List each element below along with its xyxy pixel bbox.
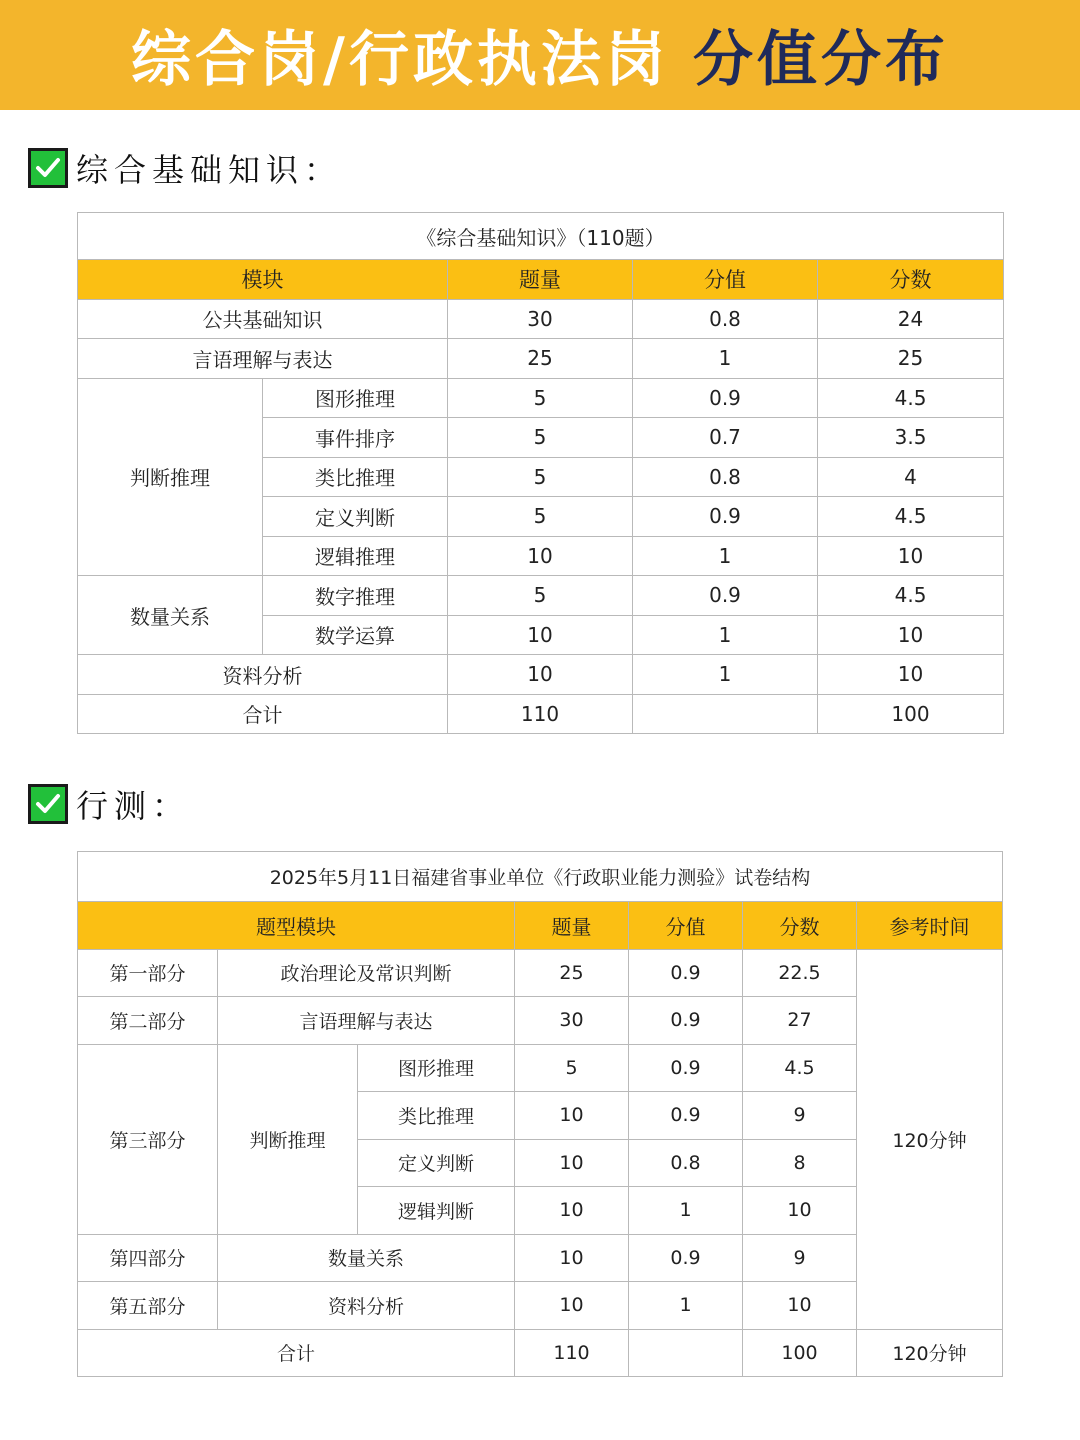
- section-header-admin-aptitude: [28, 782, 190, 826]
- cell-value: 1: [633, 655, 818, 695]
- cell-score: 8: [743, 1139, 857, 1187]
- cell-total-score: 100: [818, 694, 1004, 734]
- cell-score: 25: [818, 339, 1004, 379]
- cell-score: 27: [743, 997, 857, 1045]
- cell-module: 资料分析: [78, 655, 448, 695]
- cell-total-count: 110: [448, 694, 633, 734]
- cell-module: 数量关系: [218, 1234, 515, 1282]
- cell-module: 言语理解与表达: [218, 997, 515, 1045]
- cell-value: 0.8: [633, 299, 818, 339]
- cell-total-count: 110: [515, 1329, 629, 1377]
- table-row: [78, 339, 1004, 379]
- cell-score: 4.5: [743, 1044, 857, 1092]
- table-total-row: [78, 694, 1004, 734]
- header-time: 参考时间: [857, 902, 1003, 950]
- header-value: 分值: [633, 260, 818, 300]
- cell-submodule: 定义判断: [358, 1139, 515, 1187]
- cell-total-score: 100: [743, 1329, 857, 1377]
- cell-submodule: 类比推理: [358, 1092, 515, 1140]
- cell-count: 25: [448, 339, 633, 379]
- cell-score: 10: [743, 1282, 857, 1330]
- cell-count: 10: [515, 1187, 629, 1235]
- table-total-row: [78, 1329, 1003, 1377]
- cell-value: 0.9: [629, 949, 743, 997]
- table-header-row: [78, 260, 1004, 300]
- cell-total-time: 120分钟: [857, 1329, 1003, 1377]
- basic-knowledge-table: [77, 212, 1004, 734]
- cell-submodule: 逻辑推理: [263, 536, 448, 576]
- table-row: [78, 378, 1004, 418]
- cell-part: 第二部分: [78, 997, 218, 1045]
- cell-value: 1: [629, 1282, 743, 1330]
- title-banner: [0, 0, 1080, 110]
- cell-count: 25: [515, 949, 629, 997]
- cell-module: 资料分析: [218, 1282, 515, 1330]
- cell-submodule: 逻辑判断: [358, 1187, 515, 1235]
- cell-score: 10: [818, 536, 1004, 576]
- cell-count: 10: [515, 1282, 629, 1330]
- cell-count: 10: [515, 1092, 629, 1140]
- cell-submodule: 图形推理: [358, 1044, 515, 1092]
- table-row: [78, 576, 1004, 616]
- header-module: 模块: [78, 260, 448, 300]
- table-caption: 《综合基础知识》（110题）: [78, 213, 1004, 260]
- table-row: [78, 655, 1004, 695]
- cell-count: 10: [448, 615, 633, 655]
- cell-score: 4: [818, 457, 1004, 497]
- cell-value: 1: [633, 536, 818, 576]
- check-icon: [28, 784, 68, 824]
- cell-value: 0.7: [633, 418, 818, 458]
- cell-count: 5: [448, 457, 633, 497]
- cell-submodule: 图形推理: [263, 378, 448, 418]
- cell-value: 0.9: [629, 1044, 743, 1092]
- cell-group-judgment: 判断推理: [78, 378, 263, 576]
- cell-score: 10: [818, 615, 1004, 655]
- table-caption-row: [78, 213, 1004, 260]
- header-score: 分数: [818, 260, 1004, 300]
- cell-submodule: 类比推理: [263, 457, 448, 497]
- section-label: 综合基础知识：: [76, 151, 343, 189]
- cell-score: 9: [743, 1092, 857, 1140]
- cell-score: 22.5: [743, 949, 857, 997]
- cell-submodule: 定义判断: [263, 497, 448, 537]
- cell-module: 言语理解与表达: [78, 339, 448, 379]
- cell-value: 0.9: [633, 576, 818, 616]
- cell-count: 5: [448, 576, 633, 616]
- cell-count: 10: [448, 536, 633, 576]
- section-header-basic-knowledge: [28, 146, 342, 190]
- cell-time-all: 120分钟: [857, 949, 1003, 1329]
- cell-submodule: 数字推理: [263, 576, 448, 616]
- cell-total-value: [633, 694, 818, 734]
- cell-value: 0.8: [633, 457, 818, 497]
- header-value: 分值: [629, 902, 743, 950]
- cell-score: 4.5: [818, 497, 1004, 537]
- cell-value: 0.9: [633, 378, 818, 418]
- cell-value: 0.9: [629, 1092, 743, 1140]
- table-caption: 2025年5月11日福建省事业单位《行政职业能力测验》试卷结构: [78, 852, 1003, 902]
- cell-total-value: [629, 1329, 743, 1377]
- cell-value: 0.9: [629, 1234, 743, 1282]
- cell-count: 10: [515, 1234, 629, 1282]
- cell-count: 10: [515, 1139, 629, 1187]
- header-count: 题量: [448, 260, 633, 300]
- cell-part: 第一部分: [78, 949, 218, 997]
- header-count: 题量: [515, 902, 629, 950]
- table-row: [78, 299, 1004, 339]
- cell-count: 30: [448, 299, 633, 339]
- cell-total-label: 合计: [78, 1329, 515, 1377]
- cell-submodule: 数学运算: [263, 615, 448, 655]
- cell-count: 5: [448, 418, 633, 458]
- cell-total-label: 合计: [78, 694, 448, 734]
- page-title-accent: 分值分布: [692, 25, 949, 95]
- table-caption-row: [78, 852, 1003, 902]
- cell-value: 0.8: [629, 1139, 743, 1187]
- cell-module: 判断推理: [218, 1044, 358, 1234]
- cell-module: 公共基础知识: [78, 299, 448, 339]
- cell-group-quant: 数量关系: [78, 576, 263, 655]
- cell-score: 3.5: [818, 418, 1004, 458]
- cell-module: 政治理论及常识判断: [218, 949, 515, 997]
- cell-value: 1: [633, 615, 818, 655]
- cell-count: 5: [448, 497, 633, 537]
- cell-count: 30: [515, 997, 629, 1045]
- cell-count: 5: [515, 1044, 629, 1092]
- cell-part: 第三部分: [78, 1044, 218, 1234]
- cell-score: 4.5: [818, 576, 1004, 616]
- cell-part: 第四部分: [78, 1234, 218, 1282]
- cell-score: 10: [818, 655, 1004, 695]
- cell-score: 10: [743, 1187, 857, 1235]
- header-score: 分数: [743, 902, 857, 950]
- cell-count: 10: [448, 655, 633, 695]
- cell-value: 0.9: [629, 997, 743, 1045]
- cell-score: 9: [743, 1234, 857, 1282]
- cell-part: 第五部分: [78, 1282, 218, 1330]
- cell-score: 24: [818, 299, 1004, 339]
- cell-score: 4.5: [818, 378, 1004, 418]
- cell-value: 1: [629, 1187, 743, 1235]
- section-label: 行测：: [76, 787, 191, 825]
- admin-aptitude-table: [77, 851, 1003, 1377]
- check-icon: [28, 148, 68, 188]
- cell-value: 1: [633, 339, 818, 379]
- table-row: [78, 949, 1003, 997]
- header-module: 题型模块: [78, 902, 515, 950]
- page-title-main: 综合岗/行政执法岗: [131, 25, 669, 95]
- cell-count: 5: [448, 378, 633, 418]
- cell-submodule: 事件排序: [263, 418, 448, 458]
- table-header-row: [78, 902, 1003, 950]
- cell-value: 0.9: [633, 497, 818, 537]
- page-title: [131, 12, 949, 98]
